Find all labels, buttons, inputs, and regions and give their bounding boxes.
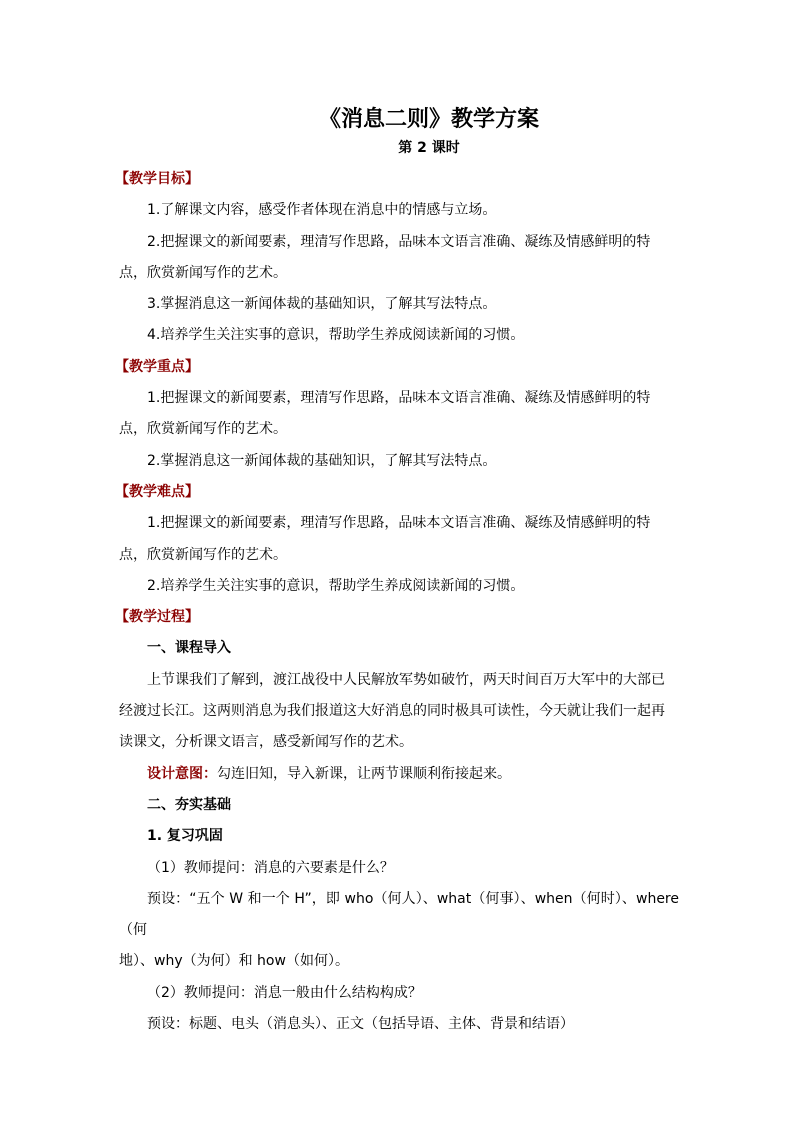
process-paragraph-line: 经渡过长江。这两则消息为我们报道这大好消息的同时极具可读性，今天就让我们一起再: [119, 703, 665, 720]
goal-item: 2.把握课文的新闻要素，理清写作思路，品味本文语言准确、凝练及情感鲜明的特: [147, 233, 651, 250]
key-item-continuation: 点，欣赏新闻写作的艺术。: [119, 421, 287, 438]
goal-item-continuation: 点，欣赏新闻写作的艺术。: [119, 264, 287, 281]
answer-2: 预设：标题、电头（消息头）、正文（包括导语、主体、背景和结语）: [147, 1016, 574, 1033]
process-part2-title: 二、夯实基础: [147, 796, 231, 813]
key-item: 2.掌握消息这一新闻体裁的基础知识，了解其写法特点。: [147, 452, 497, 469]
goal-item: 4.培养学生关注实事的意识，帮助学生养成阅读新闻的习惯。: [147, 327, 525, 344]
difficult-item: 1.把握课文的新闻要素，理清写作思路，品味本文语言准确、凝练及情感鲜明的特: [147, 515, 651, 532]
goal-item: 3.掌握消息这一新闻体裁的基础知识，了解其写法特点。: [147, 296, 497, 313]
process-part1-title: 一、课程导入: [147, 640, 231, 657]
section-heading-goals: 【教学目标】: [115, 171, 199, 187]
difficult-item: 2.培养学生关注实事的意识，帮助学生养成阅读新闻的习惯。: [147, 577, 525, 594]
answer-1-line: 地）、why（为何）和 how（如何）。: [119, 953, 349, 970]
goal-item: 1.了解课文内容，感受作者体现在消息中的情感与立场。: [147, 202, 497, 219]
question-1: （1）教师提问：消息的六要素是什么？: [147, 859, 394, 876]
page-title: 《消息二则》教学方案: [318, 106, 539, 132]
process-paragraph-line: 读课文，分析课文语言，感受新闻写作的艺术。: [119, 734, 413, 751]
key-item: 1.把握课文的新闻要素，理清写作思路，品味本文语言准确、凝练及情感鲜明的特: [147, 390, 651, 407]
difficult-item-continuation: 点，欣赏新闻写作的艺术。: [119, 546, 287, 563]
page-subtitle: 第 2 课时: [398, 140, 460, 156]
question-2: （2）教师提问：消息一般由什么结构构成？: [147, 984, 422, 1001]
design-intent: [119, 759, 679, 790]
section-heading-process: 【教学过程】: [115, 609, 199, 626]
design-intent-label: 设计意图：: [147, 765, 217, 782]
section-heading-key: 【教学重点】: [115, 358, 199, 375]
document-body: [115, 104, 679, 1040]
design-intent-text: 勾连旧知，导入新课，让两节课顺利衔接起来。: [217, 765, 511, 782]
process-part2-subtitle: 1. 复习巩固: [147, 828, 223, 845]
process-paragraph-line: 上节课我们了解到，渡江战役中人民解放军势如破竹，两天时间百万大军中的大部已: [147, 671, 665, 688]
section-heading-difficult: 【教学难点】: [115, 483, 199, 500]
answer-1-line: 预设：“五个 W 和一个 H”，即 who（何人）、what（何事）、when（何时）、where（何: [119, 890, 679, 939]
